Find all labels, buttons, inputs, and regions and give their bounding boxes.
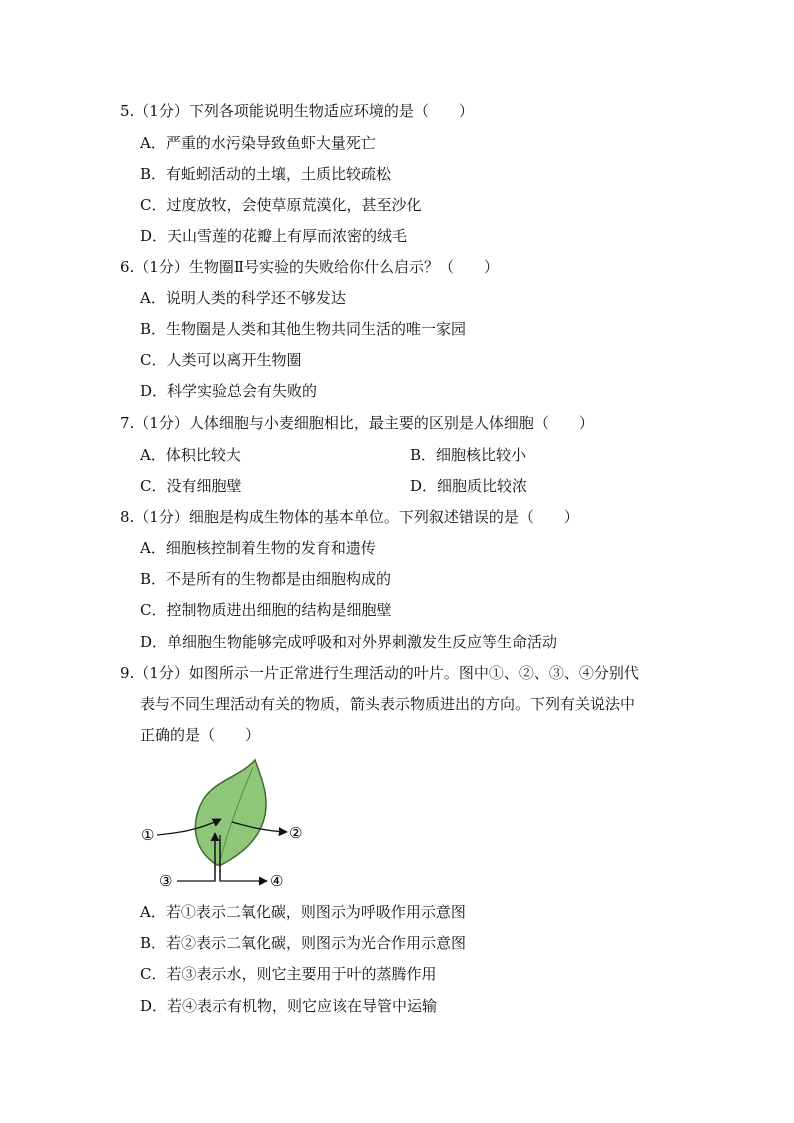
question-5-option-a: A．严重的水污染导致鱼虾大量死亡 [140,134,376,152]
question-9-option-a: A．若①表示二氧化碳，则图示为呼吸作用示意图 [140,903,466,921]
question-7-option-d: D．细胞质比较浓 [410,477,528,495]
question-8-option-b: B．不是所有的生物都是由细胞构成的 [140,570,392,588]
question-5-option-b: B．有蚯蚓活动的土壤，土质比较疏松 [140,165,392,183]
question-8-stem: 8.（1分）细胞是构成生物体的基本单位。下列叙述错误的是（ ） [120,508,579,526]
question-5-option-c: C．过度放牧，会使草原荒漠化，甚至沙化 [140,196,422,214]
question-9-stem-line-1: 9.（1分）如图所示一片正常进行生理活动的叶片。图中①、②、③、④分别代 [120,664,639,682]
question-7-option-b: B．细胞核比较小 [410,446,527,464]
question-6-option-a: A．说明人类的科学还不够发达 [140,289,346,307]
question-5-option-d: D．天山雪莲的花瓣上有厚而浓密的绒毛 [140,227,408,245]
question-7-option-c: C．没有细胞壁 [140,477,242,495]
question-8-option-c: C．控制物质进出细胞的结构是细胞壁 [140,601,392,619]
question-9-stem-line-3: 正确的是（ ） [140,726,261,744]
question-5-stem: 5.（1分）下列各项能说明生物适应环境的是（ ） [120,102,474,120]
label-3: ③ [159,872,173,890]
label-1: ① [141,826,155,844]
question-6-stem: 6.（1分）生物圈Ⅱ号实验的失败给你什么启示？（ ） [120,258,500,276]
question-9-option-d: D．若④表示有机物，则它应该在导管中运输 [140,997,438,1015]
label-4: ④ [270,872,284,890]
question-9-stem-line-2: 表与不同生理活动有关的物质，箭头表示物质进出的方向。下列有关说法中 [140,695,636,713]
question-7-option-a: A．体积比较大 [140,446,241,464]
leaf-diagram [135,755,305,895]
question-8-option-d: D．单细胞生物能够完成呼吸和对外界刺激发生反应等生命活动 [140,633,558,651]
question-6-option-c: C．人类可以离开生物圈 [140,351,302,369]
question-8-option-a: A．细胞核控制着生物的发育和遗传 [140,539,376,557]
question-6-option-b: B．生物圈是人类和其他生物共同生活的唯一家园 [140,320,467,338]
question-9-option-b: B．若②表示二氧化碳，则图示为光合作用示意图 [140,934,467,952]
question-7-stem: 7.（1分）人体细胞与小麦细胞相比，最主要的区别是人体细胞（ ） [120,414,594,432]
label-2: ② [289,824,303,842]
leaf-blade [195,760,266,865]
question-6-option-d: D．科学实验总会有失败的 [140,382,318,400]
question-9-option-c: C．若③表示水，则它主要用于叶的蒸腾作用 [140,965,437,983]
